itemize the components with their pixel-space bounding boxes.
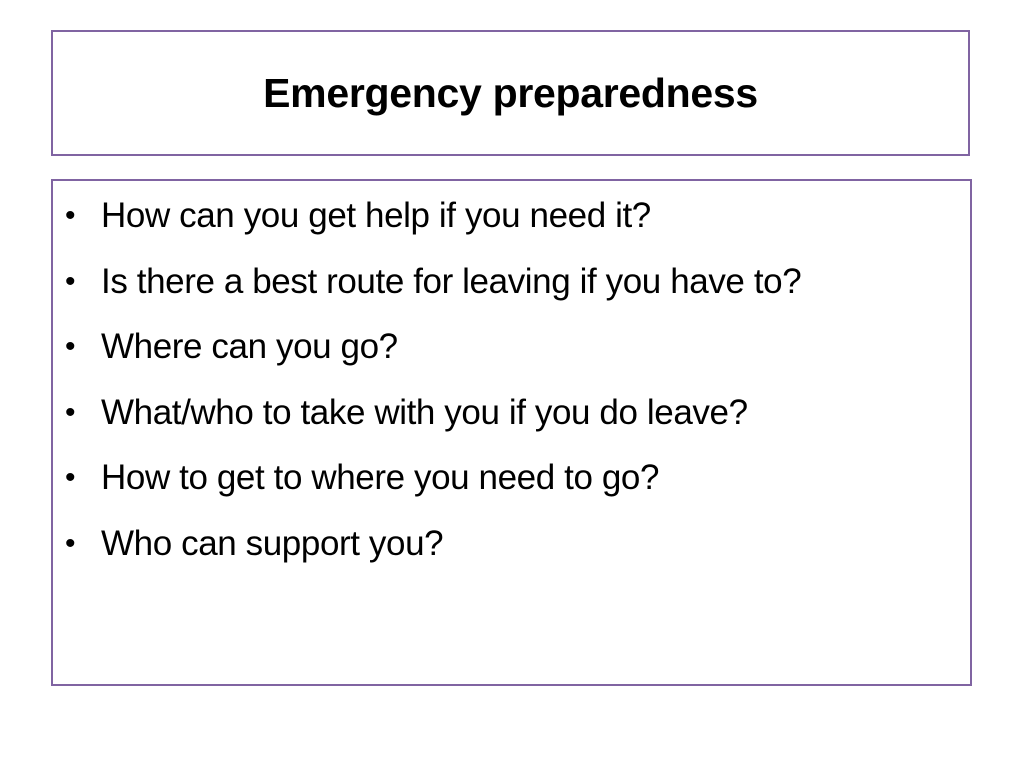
bullet-icon: • <box>65 330 76 363</box>
list-item <box>53 314 970 380</box>
list-item <box>53 445 970 511</box>
bullet-icon: • <box>65 199 76 232</box>
bullet-list <box>53 181 970 576</box>
bullet-icon: • <box>65 526 76 560</box>
bullet-icon: • <box>65 395 76 429</box>
list-item <box>53 249 970 315</box>
bullet-text: Where can you go? <box>101 327 398 366</box>
slide-title: Emergency preparedness <box>263 69 758 116</box>
bullet-text: What/who to take with you if you do leave? <box>101 392 748 432</box>
bullet-icon: • <box>65 461 76 494</box>
bullet-text: Who can support you? <box>101 523 444 563</box>
content-box <box>51 179 972 686</box>
bullet-text: How to get to where you need to go? <box>101 458 660 497</box>
list-item <box>53 511 970 577</box>
title-box <box>51 30 970 156</box>
bullet-text: Is there a best route for leaving if you have to? <box>101 261 802 301</box>
bullet-text: How can you get help if you need it? <box>101 196 651 235</box>
list-item <box>53 183 970 249</box>
bullet-icon: • <box>65 264 76 298</box>
list-item <box>53 380 970 446</box>
